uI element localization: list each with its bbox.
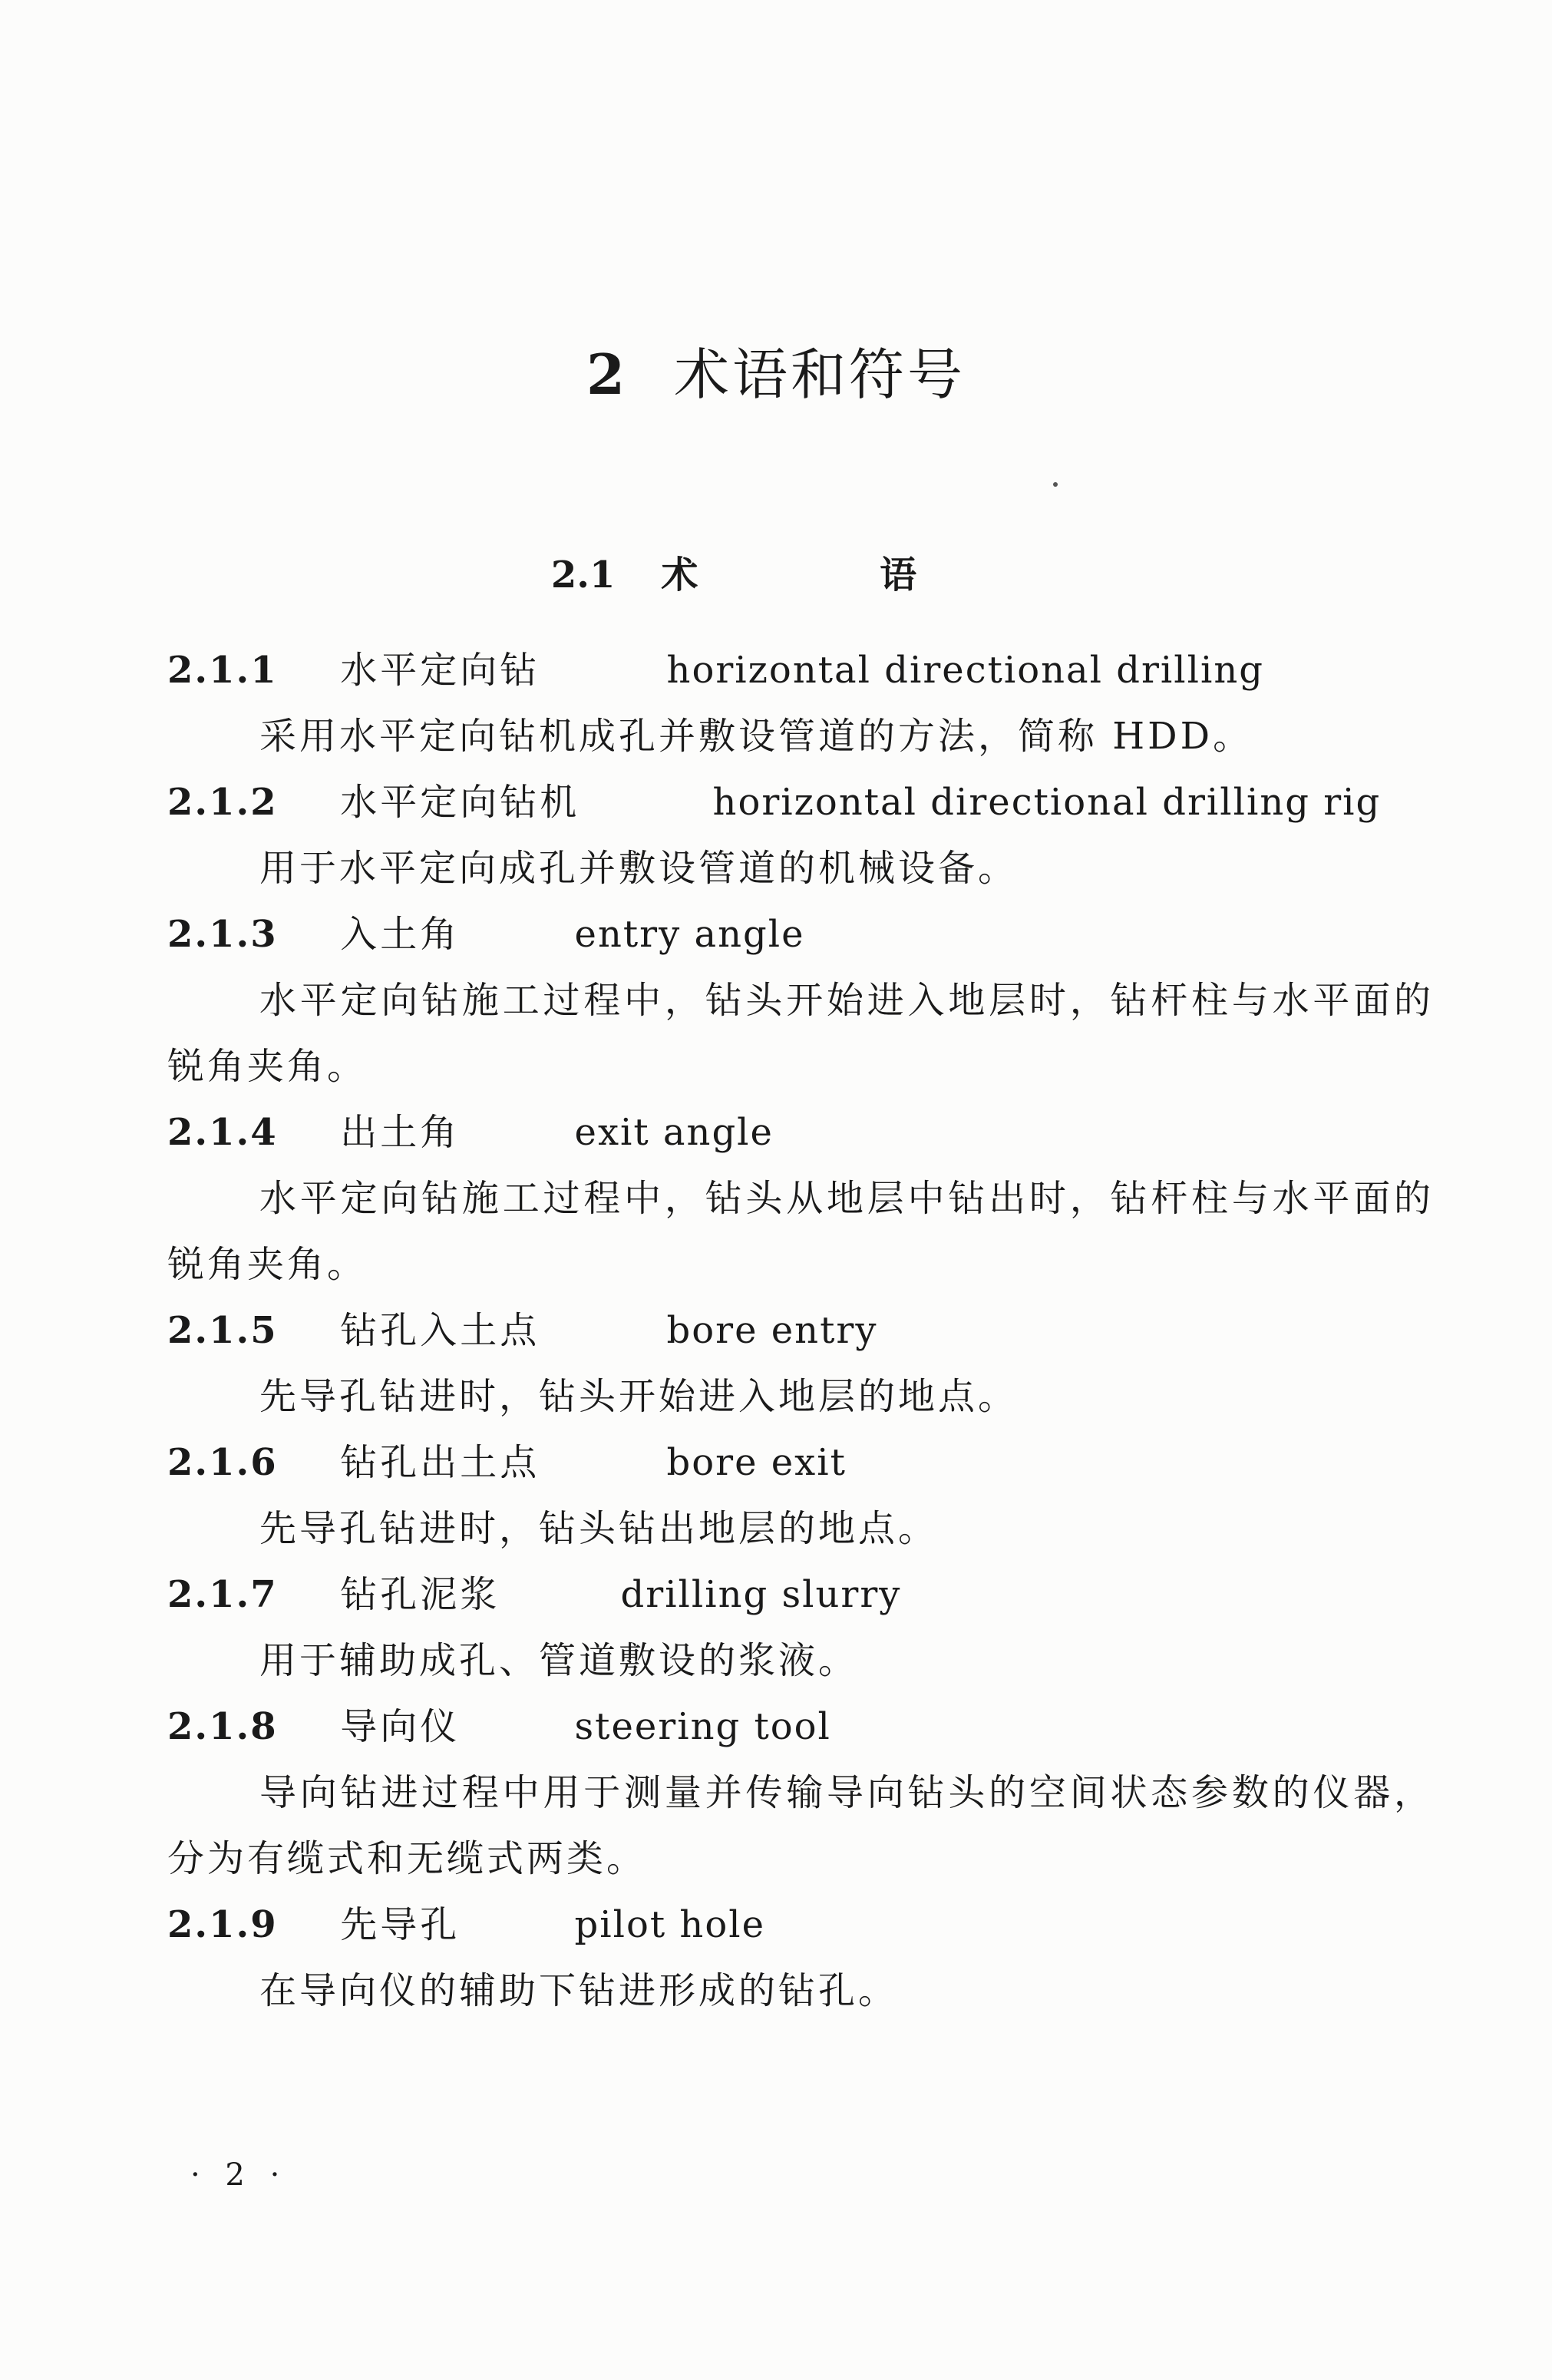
term-number: 2.1.9 <box>167 1903 278 1946</box>
page-number: · 2 · <box>190 2157 288 2193</box>
term-chinese: 入土角 <box>340 913 461 956</box>
term-definition: 用于水平定向成孔并敷设管道的机械设备。 <box>259 847 1019 890</box>
chapter-title <box>0 330 1552 410</box>
term-header <box>167 1099 1434 1165</box>
term-english: steering tool <box>574 1705 831 1748</box>
term-header <box>167 1892 1434 1958</box>
term-chinese: 导向仪 <box>340 1705 461 1748</box>
term-definition: 先导孔钻进时，钻头开始进入地层的地点。 <box>259 1375 1019 1418</box>
term-entry <box>167 769 1434 901</box>
term-chinese: 钻孔入土点 <box>340 1309 540 1352</box>
term-english: horizontal directional drilling <box>666 649 1264 692</box>
term-number: 2.1.7 <box>167 1573 278 1616</box>
term-entry <box>167 1562 1434 1694</box>
term-entry <box>167 901 1434 1099</box>
term-english: bore exit <box>666 1441 847 1484</box>
term-definition: 水平定向钻施工过程中，钻头开始进入地层时，钻杆柱与水平面的锐角夹角。 <box>167 979 1434 1088</box>
term-number: 2.1.8 <box>167 1705 278 1748</box>
term-list <box>167 637 1434 2024</box>
term-chinese: 水平定向钻机 <box>340 781 580 824</box>
term-definition: 先导孔钻进时，钻头钻出地层的地点。 <box>259 1507 939 1550</box>
term-entry <box>167 1694 1434 1892</box>
chapter-title-text: 术语和符号 <box>674 342 966 407</box>
term-header <box>167 637 1434 703</box>
chapter-number: 2 <box>586 342 629 407</box>
term-english: entry angle <box>574 913 805 956</box>
term-english: pilot hole <box>574 1903 765 1946</box>
term-header <box>167 769 1434 835</box>
term-chinese: 钻孔出土点 <box>340 1441 540 1484</box>
term-header <box>167 1297 1434 1364</box>
term-definition: 水平定向钻施工过程中，钻头从地层中钻出时，钻杆柱与水平面的锐角夹角。 <box>167 1177 1434 1286</box>
term-header <box>167 1694 1434 1760</box>
term-chinese: 出土角 <box>340 1111 461 1154</box>
scan-speck <box>1053 482 1058 487</box>
term-english: exit angle <box>574 1111 774 1154</box>
section-title-text: 术 语 <box>661 554 1002 597</box>
term-header <box>167 901 1434 967</box>
term-english: drilling slurry <box>620 1573 902 1616</box>
term-number: 2.1.1 <box>167 649 278 692</box>
term-chinese: 钻孔泥浆 <box>340 1573 500 1616</box>
term-header <box>167 1430 1434 1496</box>
term-number: 2.1.6 <box>167 1441 278 1484</box>
term-chinese: 先导孔 <box>340 1903 461 1946</box>
term-english: bore entry <box>666 1309 878 1352</box>
term-entry <box>167 1892 1434 2024</box>
term-definition: 导向钻进过程中用于测量并传输导向钻头的空间状态参数的仪器，分为有缆式和无缆式两类。 <box>167 1771 1434 1880</box>
term-number: 2.1.4 <box>167 1111 278 1154</box>
section-number: 2.1 <box>550 554 616 597</box>
term-english: horizontal directional drilling rig <box>712 781 1382 824</box>
term-entry <box>167 1297 1434 1430</box>
term-definition: 用于辅助成孔、管道敷设的浆液。 <box>259 1639 859 1682</box>
term-entry <box>167 637 1434 769</box>
term-chinese: 水平定向钻 <box>340 649 540 692</box>
term-number: 2.1.2 <box>167 781 278 824</box>
term-number: 2.1.5 <box>167 1309 278 1352</box>
section-title <box>0 545 1552 598</box>
term-definition: 采用水平定向钻机成孔并敷设管道的方法，简称 HDD。 <box>259 715 1253 758</box>
term-definition: 在导向仪的辅助下钻进形成的钻孔。 <box>259 1969 899 2012</box>
term-number: 2.1.3 <box>167 913 278 956</box>
term-header <box>167 1562 1434 1628</box>
term-entry <box>167 1430 1434 1562</box>
term-entry <box>167 1099 1434 1297</box>
